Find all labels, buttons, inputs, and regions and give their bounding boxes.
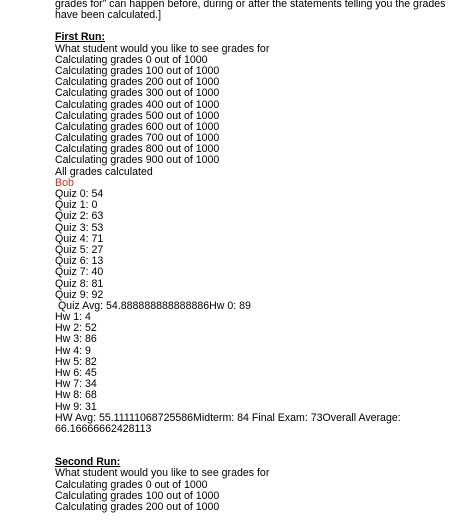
quiz-line: Quiz 4: 71 [55, 232, 104, 245]
hw-line: Hw 3: 86 [55, 333, 97, 346]
quiz-line: Quiz 7: 40 [55, 266, 104, 279]
output-line: Calculating grades 600 out of 1000 [55, 120, 220, 133]
output-line: Calculating grades 500 out of 1000 [55, 109, 220, 122]
output-line: What student would you like to see grades for [55, 42, 270, 55]
output-line: Calculating grades 200 out of 1000 [55, 76, 220, 89]
output-line: All grades calculated [55, 165, 153, 178]
first-run-output [55, 44, 465, 436]
output-line: Calculating grades 0 out of 1000 [55, 53, 208, 66]
second-run-section [55, 457, 465, 513]
quiz-average-line: Quiz Avg: 54.888888888888886Hw 0: 89 [55, 299, 251, 312]
hw-line: Hw 6: 45 [55, 367, 97, 379]
spacer [55, 21, 465, 32]
hw-line: Hw 1: 4 [55, 311, 91, 324]
quiz-line: Quiz 5: 27 [55, 243, 104, 256]
quiz-line: Quiz 2: 63 [55, 210, 104, 223]
intro-line-2: have been calculated.] [55, 9, 162, 22]
spacer [55, 435, 465, 457]
hw-line: Hw 7: 34 [55, 378, 97, 391]
student-name-input-echo: Bob [55, 176, 74, 189]
output-line: Calculating grades 900 out of 1000 [55, 154, 220, 167]
output-line: Calculating grades 100 out of 1000 [55, 489, 220, 502]
quiz-line: Quiz 3: 53 [55, 221, 104, 234]
output-line: What student would you like to see grades for [55, 467, 270, 480]
first-run-heading: First Run: [55, 31, 106, 44]
output-line: Calculating grades 100 out of 1000 [55, 64, 220, 77]
quiz-line: Quiz 8: 81 [55, 277, 104, 290]
document-page [55, 0, 465, 513]
output-line: Calculating grades 700 out of 1000 [55, 132, 220, 145]
overall-average-value: 66.16666662428113 [55, 422, 152, 435]
hw-line: Hw 2: 52 [55, 322, 97, 335]
quiz-line: Quiz 9: 92 [55, 288, 104, 301]
output-line: Calculating grades 400 out of 1000 [55, 98, 220, 111]
output-line: Calculating grades 200 out of 1000 [55, 500, 220, 513]
quiz-line: Quiz 1: 0 [55, 199, 98, 212]
output-line: Calculating grades 0 out of 1000 [55, 478, 208, 491]
hw-line: Hw 5: 82 [55, 355, 97, 368]
hw-line: Hw 9: 31 [55, 400, 97, 413]
quiz-line: Quiz 6: 13 [55, 255, 104, 268]
quiz-line: Quiz 0: 54 [55, 188, 104, 200]
output-line: Calculating grades 800 out of 1000 [55, 143, 220, 156]
hw-line: Hw 8: 68 [55, 389, 97, 402]
first-run-section [55, 32, 465, 435]
hw-line: Hw 4: 9 [55, 344, 91, 357]
second-run-heading: Second Run: [55, 456, 121, 469]
output-line: Calculating grades 300 out of 1000 [55, 87, 220, 100]
intro-line-1: grades for” can happen before, during or after the statements telling you the grades [55, 0, 446, 10]
summary-line: HW Avg: 55.11111068725586Midterm: 84 Final Exam: 73Overall Average: [55, 411, 401, 424]
